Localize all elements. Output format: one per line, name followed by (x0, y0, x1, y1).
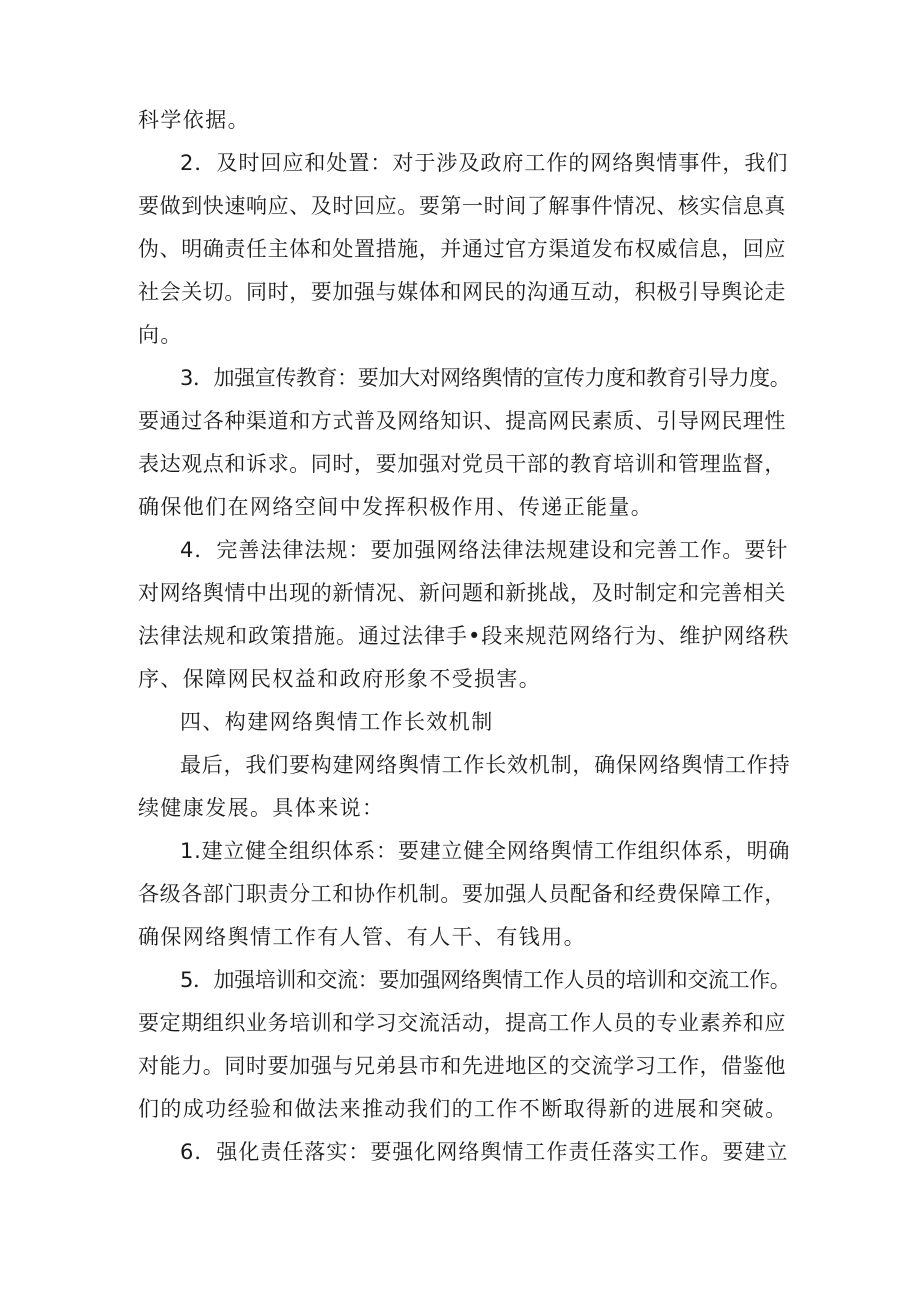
text-line: 要定期组织业务培训和学习交流活动，提高工作人员的专业素养和应 (138, 1011, 786, 1035)
text-line: 各级各部门职责分工和协作机制。要加强人员配备和经费保障工作， (138, 882, 786, 906)
text-line: 序、保障网民权益和政府形象不受损害。 (138, 667, 542, 691)
text-line: 对能力。同时要加强与兄弟县市和先进地区的交流学习工作，借鉴他 (138, 1054, 786, 1078)
text-line: 要通过各种渠道和方式普及网络知识、提高网民素质、引导网民理性 (138, 409, 786, 433)
text-line: 确保网络舆情工作有人管、有人干、有钱用。 (138, 925, 586, 949)
text-line: 续健康发展。具体来说： (138, 796, 385, 820)
text-line: 6．强化责任落实：要强化网络舆情工作责任落实工作。要建立 (180, 1140, 789, 1164)
text-line: 最后，我们要构建网络舆情工作长效机制，确保网络舆情工作持 (180, 753, 791, 777)
text-line: 要做到快速响应、及时回应。要第一时间了解事件情况、核实信息真 (138, 194, 786, 218)
text-line: 4．完善法律法规：要加强网络法律法规建设和完善工作。要针 (180, 538, 789, 562)
text-line: 确保他们在网络空间中发挥积极作用、传递正能量。 (138, 495, 654, 519)
section-heading: 四、构建网络舆情工作长效机制 (180, 710, 494, 734)
text-line: 3．加强宣传教育：要加大对网络舆情的宣传力度和教育引导力度。 (180, 366, 791, 390)
text-line: 1.建立健全组织体系：要建立健全网络舆情工作组织体系，明确 (180, 839, 791, 863)
text-line: 科学依据。 (138, 108, 250, 132)
text-line: 5．加强培训和交流：要加强网络舆情工作人员的培训和交流工作。 (180, 968, 791, 992)
text-line: 2．及时回应和处置：对于涉及政府工作的网络舆情事件，我们 (180, 151, 789, 175)
text-line: 社会关切。同时，要加强与媒体和网民的沟通互动，积极引导舆论走 (138, 280, 786, 304)
text-line: 伪、明确责任主体和处置措施，并通过官方渠道发布权威信息，回应 (138, 237, 786, 261)
text-line: 表达观点和诉求。同时，要加强对党员干部的教育培训和管理监督， (138, 452, 786, 476)
text-line: 们的成功经验和做法来推动我们的工作不断取得新的进展和突破。 (138, 1097, 788, 1121)
text-line: 向。 (138, 323, 183, 347)
text-line: 对网络舆情中出现的新情况、新问题和新挑战，及时制定和完善相关 (138, 581, 786, 605)
text-line: 法律法规和政策措施。通过法律手•段来规范网络行为、维护网络秩 (138, 624, 790, 648)
